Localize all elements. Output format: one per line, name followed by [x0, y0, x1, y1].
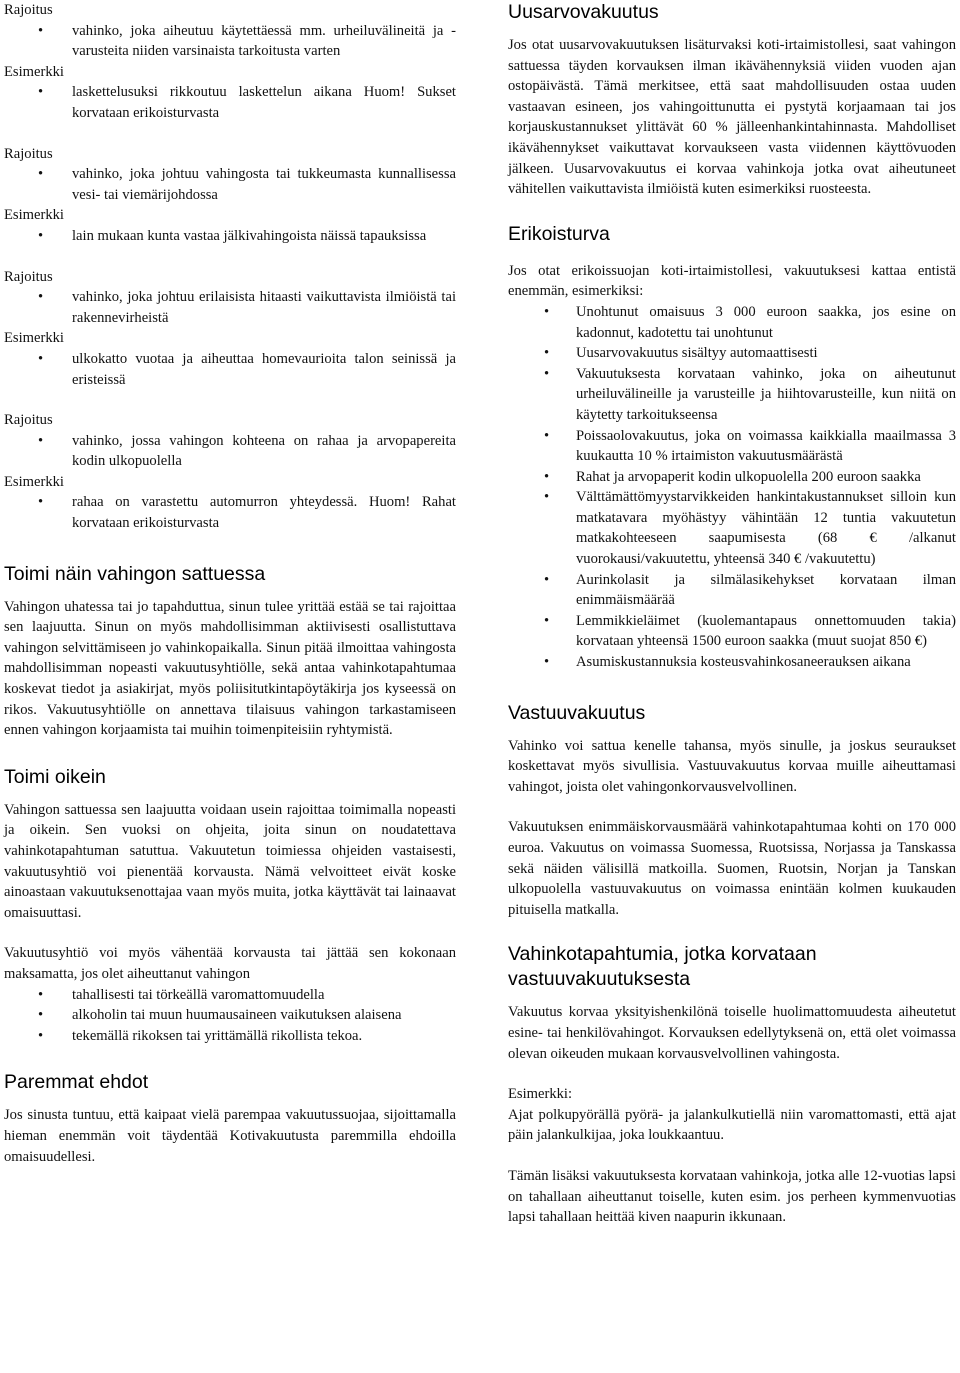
list-item: • Lemmikkieläimet (kuolemantapaus onnettomuuden takia) korvataan yhteensä 1500 euroon saakka (muut suojat 850 €) — [508, 611, 956, 652]
list-item: • Välttämättömyystarvikkeiden hankintakustannukset silloin kun matkatavara myöhästyy vähintään 12 tuntia vakuutetun matkakohteeseen saapumisesta (68 € /alkanut vuorokausi/vakuutettu, yhteensä 340 € /vakuutettu) — [508, 487, 956, 569]
section-heading-toimi-nain: Toimi näin vahingon sattuessa — [4, 562, 266, 585]
restriction-block-money — [4, 410, 456, 534]
rajoitus-label: Rajoitus — [4, 412, 53, 429]
vastuuvakuutus-text-2: Vakuutuksen enimmäiskorvausmäärä vahinkotapahtumaa kohti on 170 000 euroa. Vakuutus on voimassa Suomessa, Ruotsissa, Norjassa ja Tanskassa sekä näiden välisillä matkoilla. Suomen, Ruotsin, Norjan ja Tanskan ulkopuolella vastuuvakuutus on voimassa enintään kolmen kuukauden pituisella matkalla. — [508, 819, 956, 918]
toimi-oikein-text: Vahingon sattuessa sen laajuutta voidaan usein rajoittaa toimimalla nopeasti ja oikein. Sen vuoksi on ohjeita, joita sinun on noudatettava vahinkotapahtuman satuttua. Vakuutetun toimiessa ohjeiden vastaisesti, vakuutusyhtiö voi pienentää korvausta. Nämä velvoitteet eivät koske ainoastaan vakuutuksenottajaa vaan myös muita, jotka käyttävät tai lainaavat omaisuuttasi. — [4, 801, 456, 921]
toimi-nain-text: Vahingon uhatessa tai jo tapahduttua, sinun tulee yrittää estää se tai rajoittaa sen laajuutta. Sinun on myös mahdollisimman aktiivisesti osallistuttava vahingon selvittämiseen jo vahinkopaikalla. Sinun pitää ilmoittaa vahingosta mahdollisimman nopeasti vakuutusyhtiölle, sekä antaa vahinkotapahtumaa koskevat tiedot ja asiakirjat, myös poliisitutkintapöytäkirja jos kyseessä on rikos. Vakuutusyhtiölle on annettava tilaisuus vahingon tarkastamiseen ennen vahingon korjaamista tai muihin toimenpiteisiin ryhtymistä. — [4, 598, 456, 739]
list-item: • alkoholin tai muun huumausaineen vaikutuksen alaisena — [4, 1005, 456, 1026]
esimerkki-text: Ajat polkupyörällä pyörä- ja jalankulkutiellä niin varomattomasti, että ajat päin jalankulkijaa, joka loukkaantuu. — [508, 1106, 956, 1144]
vahinkotapahtumia-text-3: Tämän lisäksi vakuutuksesta korvataan vahinkoja, jotka alle 12-vuotias lapsi on tahallaan aiheuttanut toiselle, kuten esim. jos perheen kymmenvuotias lapsi tahallaan heittää kiven naapurin ikkunaan. — [508, 1167, 956, 1226]
vastuuvakuutus-text: Vahinko voi sattua kenelle tahansa, myös sinulle, ja joskus seuraukset koskettavat myös sivullisia. Vastuuvakuutus korvaa muille aiheuttamasi vahingot, joista olet vahingonkorvausvelvollinen. — [508, 737, 956, 795]
list-item: • tekemällä rikoksen tai yrittämällä rikollista tekoa. — [4, 1026, 456, 1047]
restriction-block-water — [4, 144, 456, 247]
restriction-block-sports — [4, 0, 456, 124]
section-heading-vahinkotapahtumia: Vahinkotapahtumia, jotka korvataan vastuuvakuutuksesta — [508, 943, 817, 991]
esimerkki-label: Esimerkki — [4, 63, 64, 80]
list-item: • tahallisesti tai törkeällä varomattomuudella — [4, 985, 456, 1006]
paremmat-ehdot-text: Jos sinusta tuntuu, että kaipaat vielä parempaa vakuutussuojaa, sijoittamalla hieman enemmän voit täydentää Kotivakuutusta paremmilla ehdoilla omaisuudellesi. — [4, 1107, 456, 1165]
list-item: • Asumiskustannuksia kosteusvahinkosaneerauksen aikana — [508, 652, 956, 673]
list-item: • Unohtunut omaisuus 3 000 euroon saakka, jos esine on kadonnut, kadotettu tai unohtunut — [508, 302, 956, 343]
esimerkki-item: • laskettelusuksi rikkoutuu laskettelun aikana Huom! Sukset korvataan erikoisturvasta — [4, 82, 456, 123]
rajoitus-label: Rajoitus — [4, 145, 53, 162]
uusarvovakuutus-text: Jos otat uusarvovakuutuksen lisäturvaksi koti-irtaimistollesi, saat vahingon sattuessa täyden korvauksen ilman ikävähennyksiä viiden vuoden ajan ostopäivästä. Tämä merkitsee, että saat mahdollisuuden ostaa uuden vastaavan esineen, jos vahingoittunutta ei pystytä korjaamaan tai jos korjauskustannukset ylittävät 60 % jälleenhankintahinnasta. Mahdolliset ikävähennykset vaikuttavat korvaukseen vasta viidennen käyttövuoden jälkeen. Uusarvovakuutus ei korvaa vahinkoja jotka ovat aiheutuneet vähitellen vaikuttavista ilmiöistä kuten esimerkiksi ruosteesta. — [508, 37, 956, 198]
section-heading-erikoisturva: Erikoisturva — [508, 222, 610, 245]
list-item: • Rahat ja arvopaperit kodin ulkopuolella 200 euroon saakka — [508, 467, 956, 488]
section-heading-paremmat-ehdot: Paremmat ehdot — [4, 1071, 149, 1094]
esimerkki-item: • ulkokatto vuotaa ja aiheuttaa homevaurioita talon seinissä ja eristeissä — [4, 349, 456, 390]
esimerkki-label: Esimerkki — [4, 330, 64, 347]
erikoisturva-text: Jos otat erikoissuojan koti-irtaimistollesi, vakuutuksesi kattaa entistä enemmän, esimerkiksi: — [508, 262, 956, 300]
rajoitus-label: Rajoitus — [4, 268, 53, 285]
section-heading-uusarvovakuutus: Uusarvovakuutus — [508, 1, 659, 23]
list-item: • Vakuutuksesta korvataan vahinko, joka on aiheutunut urheiluvälineille ja varusteille ja hiihtovarusteille, kun niitä on käytetty tarkoitukseensa — [508, 364, 956, 426]
esimerkki-label: Esimerkki: — [508, 1086, 573, 1103]
esimerkki-label: Esimerkki — [4, 473, 64, 490]
toimi-oikein-text-2: Vakuutusyhtiö voi myös vähentää korvausta tai jättää sen kokonaan maksamatta, jos olet aiheuttanut vahingon — [4, 945, 456, 982]
esimerkki-item: • rahaa on varastettu automurron yhteydessä. Huom! Rahat korvataan erikoisturvasta — [4, 492, 456, 533]
section-heading-vastuuvakuutus: Vastuuvakuutus — [508, 701, 646, 724]
rajoitus-item: • vahinko, joka aiheutuu käytettäessä mm. urheiluvälineitä ja -varusteita niiden varsinaista tarkoitusta varten — [4, 21, 456, 62]
left-column — [4, 0, 456, 1167]
esimerkki-item: • lain mukaan kunta vastaa jälkivahingoista näissä tapauksissa — [4, 226, 456, 247]
esimerkki-label: Esimerkki — [4, 207, 64, 224]
restriction-block-slow-damage — [4, 267, 456, 391]
list-item: • Uusarvovakuutus sisältyy automaattisesti — [508, 343, 956, 364]
rajoitus-label: Rajoitus — [4, 2, 53, 18]
rajoitus-item: • vahinko, jossa vahingon kohteena on rahaa ja arvopapereita kodin ulkopuolella — [4, 431, 456, 472]
rajoitus-item: • vahinko, joka johtuu vahingosta tai tukkeumasta kunnallisessa vesi- tai viemärijohdossa — [4, 164, 456, 205]
vahinkotapahtumia-text: Vakuutus korvaa yksityishenkilönä toiselle huolimattomuudesta aiheutetut esine- tai henkilövahingot. Korvauksen edellytyksenä on, että olet voimassa olevan oikeuden mukaan korvausvelvollinen vahingosta. — [508, 1004, 956, 1062]
rajoitus-item: • vahinko, joka johtuu erilaisista hitaasti vaikuttavista ilmiöistä tai rakennevirheistä — [4, 287, 456, 328]
section-heading-toimi-oikein: Toimi oikein — [4, 765, 106, 788]
list-item: • Aurinkolasit ja silmälasikehykset korvataan ilman enimmäismäärää — [508, 570, 956, 611]
right-column — [508, 0, 956, 1228]
list-item: • Poissaolovakuutus, joka on voimassa kaikkialla maailmassa 3 kuukautta 10 % irtaimiston vakuutusmäärästä — [508, 426, 956, 467]
